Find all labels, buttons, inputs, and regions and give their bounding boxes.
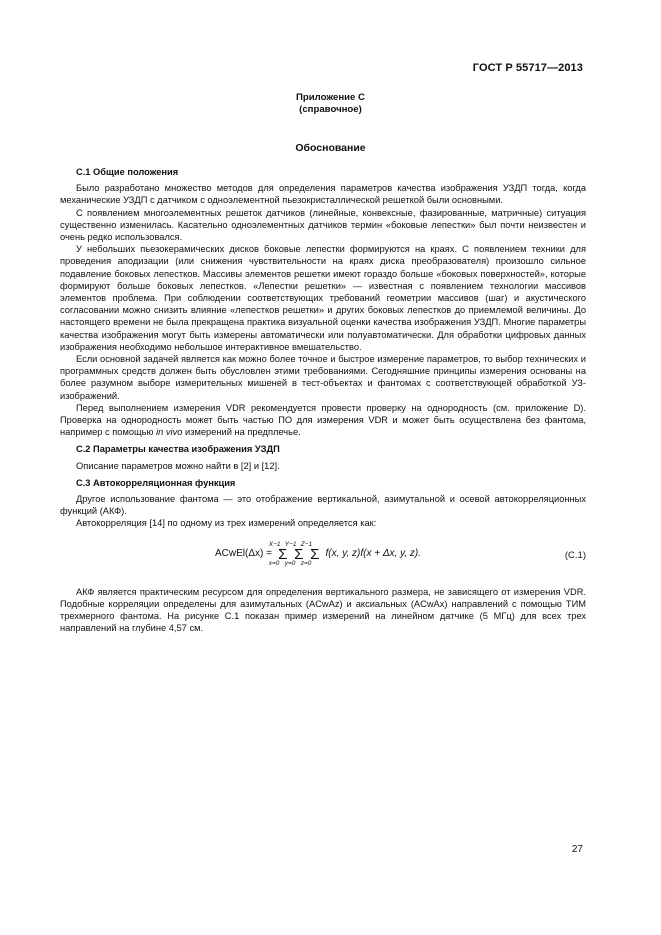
paragraph: Было разработано множество методов для определения параметров качества изображения УЗДП тогда, когда механические УЗДП с датчиком с одноэлементной пьезокристаллической решеткой были основными.: [60, 183, 586, 206]
paragraph: У небольших пьезокерамических дисков боковые лепестки формируются на краях. С появлением техники для проведения аподизации (или снижения чувствительности на краях диска преобразователя) произошло сильное подавление боковых лепестков. Массивы элементов решетки имеют гораздо больше «боковых поверхностей», которые формируют больше боковых лепестков. «Лепестки решетки» — известная с появлением технологии массивов элементов проблема. При соблюдении соответствующих требований геометрии массивов (шаг) и акустического согласовании можно снизить влияние «лепестков решетки» и других боковых лепестков до приемлемой величины. До настоящего времени не была прекращена практика визуальной оценки качества изображения УЗДП. Многие параметры качества изображения могут быть измерены автоматически или полуавтоматически. Для обработки цифровых данных изображения необходимо небольшое интерактивное вмешательство.: [60, 244, 586, 352]
paragraph: Описание параметров можно найти в [2] и [12].: [76, 460, 280, 471]
section-heading-c2: С.2 Параметры качества изображения УЗДП: [76, 444, 280, 455]
sum-symbol: Σ X−1 x=0: [268, 540, 288, 567]
paragraph: Автокорреляция [14] по одному из трех измерений определяется как:: [76, 518, 377, 529]
paragraph-text: измерений на предплечье.: [182, 427, 301, 438]
sum-symbol: Σ Y−1 y=0: [284, 540, 304, 567]
annex-heading: [0, 92, 661, 116]
page-number: 27: [571, 844, 583, 855]
paragraph: [60, 402, 586, 439]
document-title: Обоснование: [295, 142, 366, 154]
sum-symbol: Σ Z−1 z=0: [300, 540, 320, 567]
formula-number: (C.1): [564, 549, 586, 561]
paragraph: С появлением многоэлементных решеток датчиков (линейные, конвексные, фазированные, матричные) ситуация существенно изменилась. Касательно одноэлементных датчиков термин «боковые лепестки» был почти неизвестен и очень редко использовался.: [60, 207, 586, 243]
paragraph-text: Перед выполнением измерения VDR рекомендуется провести проверку на однородность (см. приложение D). Проверка на однородность может быть частью ПО для измерения VDR и может быть осуществлена без фантома, например с помощью: [60, 402, 586, 438]
annex-title: Приложение С: [296, 92, 365, 103]
formula-expression: [215, 540, 422, 567]
paragraph: АКФ является практическим ресурсом для определения вертикального размера, не зависящего от измерения VDR. Подобные корреляции определены для азимутальных (ACwAz) и аксиальных (ACwAx) направлений с помощью ТИМ трехмерного фантома. На рисунке С.1 показан пример измерений на линейном датчике (5 МГц) для всех трех направлений на глубине 4,57 см.: [60, 586, 586, 634]
formula-rhs: f(x, y, z)f(x + Δx, y, z).: [325, 547, 422, 559]
standard-number: ГОСТ Р 55717—2013: [472, 62, 583, 74]
annex-subtitle: (справочное): [299, 104, 362, 115]
paragraph: Другое использование фантома — это отображение вертикальной, азимутальной и осевой автокорреляционных функций (АКФ).: [60, 494, 586, 517]
document-body: [60, 166, 586, 635]
italic-text: in vivo: [156, 427, 183, 438]
formula-lhs: ACwEl(Δx) =: [215, 547, 272, 559]
paragraph: Если основной задачей является как можно более точное и быстрое измерение параметров, то выбор технических и программных средств должен быть обусловлен этими требованиями. Сегодняшние принципы измерения основаны на более разумном выборе измерительных мишеней в тест-объектах и фантомах с соответствующей обработкой УЗ-изображений.: [60, 354, 586, 401]
formula-c1: [60, 532, 586, 582]
section-heading-c1: С.1 Общие положения: [76, 167, 179, 177]
section-heading-c3: С.3 Автокорреляционная функция: [76, 477, 236, 488]
